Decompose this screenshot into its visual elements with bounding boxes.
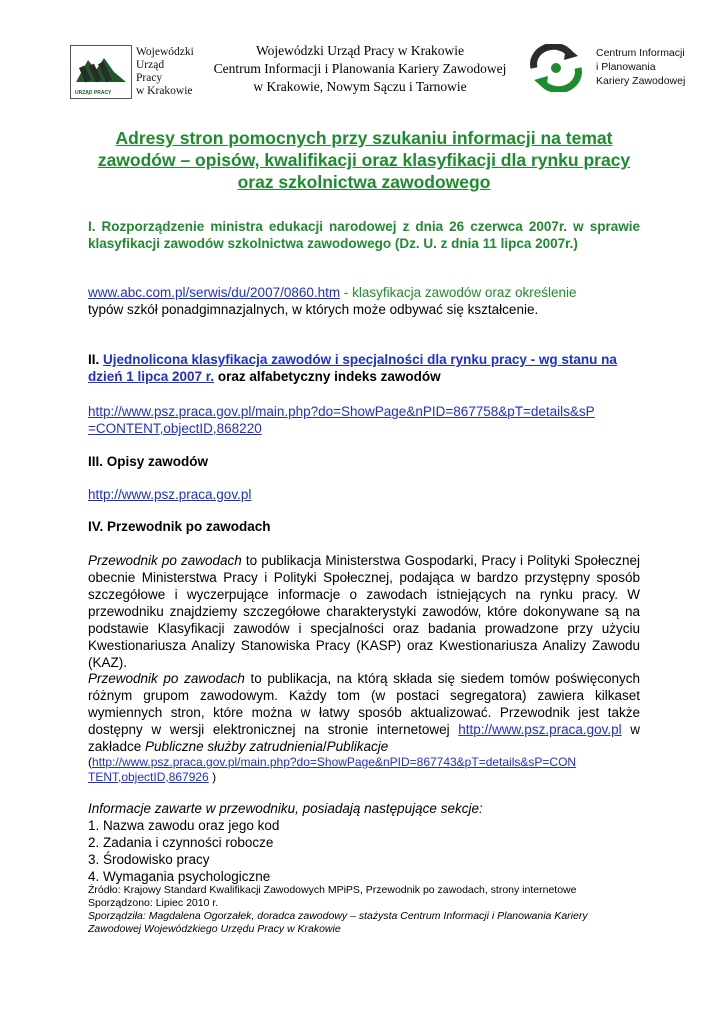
list-item: 2. Zadania i czynności robocze [88,835,274,850]
footer-author: Sporządziła: Magdalena Ogorzałek, doradca zawodowy – stażysta Centrum Informacji i Planowania Kariery Zawodowej Wojewódzkiego Urzędu Pracy w Krakowie [88,910,588,935]
section-2-url [88,403,640,437]
wup-logo-line3: Pracy [136,72,163,84]
section-4-list [88,817,640,885]
section-4-paragraph-2 [88,670,640,785]
wup-logo [70,45,200,100]
section-2-url-link[interactable] [88,404,595,436]
section-4-paragraph-1 [88,552,640,671]
section-4-p2-url-line2: TENT,objectID,867926 [88,770,209,784]
wup-logo-line4: w Krakowie [136,85,193,97]
header-line1: Wojewódzki Urząd Pracy w Krakowie [255,43,465,58]
footer-date: Sporządzono: Lipiec 2010 r. [88,897,219,909]
page-footer [88,884,640,936]
section-4-p2-url [88,755,640,785]
header-line3: w Krakowie, Nowym Sączu i Tarnowie [253,79,467,94]
section-3-url-wrap [88,486,640,503]
section-4-p2-url-line1: http://www.psz.praca.gov.pl/main.php?do=ShowPage&nPID=867743&pT=details&sP=CON [92,755,577,769]
section-2-heading [88,351,640,385]
footer-source: Źródło: Krajowy Standard Kwalifikacji Zawodowych MPiPS, Przewodnik po zawodach, strony internetowe [88,884,577,896]
section-1-heading: I. Rozporządzenie ministra edukacji narodowej z dnia 26 czerwca 2007r. w sprawie klasyfikacji zawodów szkolnictwa zawodowego (Dz. U. z dnia 11 lipca 2007r.) [88,219,640,251]
section-2-url-line1: http://www.psz.praca.gov.pl/main.php?do=ShowPage&nPID=867758&pT=details&sP [88,404,595,419]
list-item: 3. Środowisko pracy [88,852,210,867]
section-4-sections-intro: Informacje zawarte w przewodniku, posiadają następujące sekcje: [88,801,483,816]
wup-logo-tag: URZĄD PRACY [75,90,112,96]
list-item: 1. Nazwa zawodu oraz jego kod [88,818,280,833]
header-center-text [200,42,520,96]
section-4-p2-rest: to publikacja, na którą składa się siedem tomów poświęconych różnym grupom zawodowym. Każdy tom (w postaci segregatora) zawiera kilkaset wymiennych stron, które można w łatwy sposób aktualizować. Przewodnik jest także dostępny w wersji elektronicznej na stronie internetowej [88,671,640,737]
section-4-p2-italic: Przewodnik po zawodach [88,671,245,686]
section-1-body [88,284,640,318]
cipkz-logo-line2: i Planowania [596,61,656,73]
cipkz-logo-line3: Kariery Zawodowej [596,75,686,87]
section-1-link[interactable]: www.abc.com.pl/serwis/du/2007/0860.htm [88,285,341,300]
header-line2: Centrum Informacji i Planowania Kariery Zawodowej [213,61,507,76]
section-3-url[interactable]: http://www.psz.praca.gov.pl [88,487,252,502]
section-2-link[interactable]: Ujednolicona klasyfikacja zawodów i specjalności dla rynku pracy - wg stanu na dzień 1 lipca 2007 r. [88,352,617,384]
cipkz-logo-line1: Centrum Informacji [596,47,685,59]
page-title: Adresy stron pomocnych przy szukaniu informacji na temat zawodów – opisów, kwalifikacji oraz klasyfikacji dla rynku pracy oraz szkolnictwa zawodowego [97,128,631,192]
wup-logo-line2: Urząd [136,59,165,71]
section-4-p2-paren-open: ( [88,755,92,769]
section-4-p2-paren-close: ) [208,770,217,784]
section-4-p2-tab: Publiczne służby zatrudnienia [145,739,323,754]
section-4-p1-italic: Przewodnik po zawodach [88,553,242,568]
section-2-rest: oraz alfabetyczny indeks zawodów [214,369,441,384]
section-1-desc-rest: typów szkół ponadgimnazjalnych, w których może odbywać się kształcenie. [88,302,539,317]
cipkz-logo-icon [526,44,586,92]
section-2-number: II. [88,352,104,367]
section-4-heading: IV. Przewodnik po zawodach [88,519,271,534]
section-1-desc-green: - klasyfikacja zawodów oraz określenie [340,285,577,300]
wup-logo-line1: Wojewódzki [136,46,194,58]
cipkz-logo [526,44,700,94]
section-4-p2-tab2: Publikacje [326,739,389,754]
page-header [60,40,700,102]
section-3-heading: III. Opisy zawodów [88,454,209,469]
section-4-p2-link[interactable]: http://www.psz.praca.gov.pl [458,722,622,737]
section-4-p2-slash: / [322,739,327,754]
section-4-p1-rest: to publikacja Ministerstwa Gospodarki, Pracy i Polityki Społecznej obecnie Ministerstwa Pracy i Polityki Społecznej, podająca w bardzo przystępny sposób szczegółowe i wyczerpujące informacje o zawodach istniejących na rynku pracy. W przewodniku znajdziemy szczegółowe charakterystyki zawodów, które dokonywane są na podstawie Klasyfikacji zawodów i specjalności oraz badania prowadzone przy użyciu Kwestionariusza Analizy Stanowiska Pracy (KASP) oraz Kwestionariusza Analizy Zawodu (KAZ). [88,553,640,670]
section-4-p2-url-link[interactable] [88,755,576,784]
list-item: 4. Wymagania psychologiczne [88,869,271,884]
wup-logo-mark-icon [70,45,132,99]
section-4-p2-after: w zakładce [88,722,640,754]
section-2-url-line2: =CONTENT,objectID,868220 [88,421,262,436]
